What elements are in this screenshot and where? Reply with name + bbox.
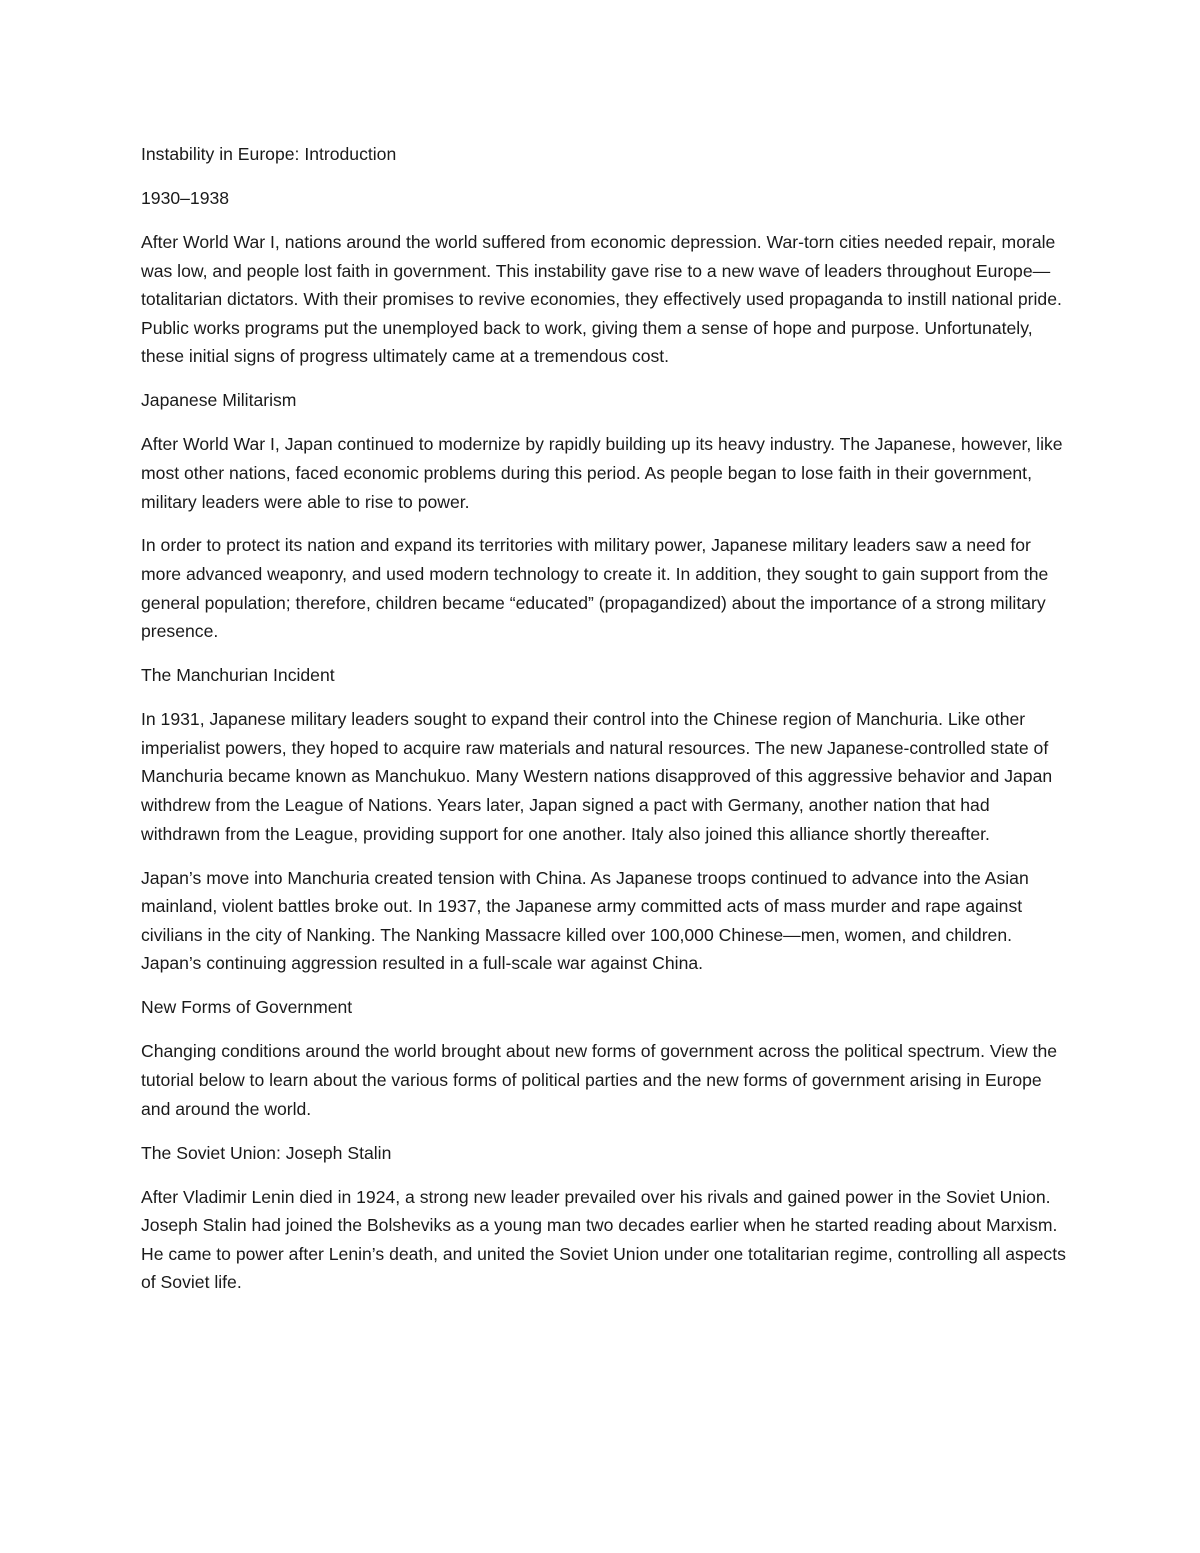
paragraph: After Vladimir Lenin died in 1924, a strong new leader prevailed over his rivals and gained power in the Soviet Union. Joseph Stalin had joined the Bolsheviks as a young man two decades earlier when he started reading about Marxism. He came to power after Lenin’s death, and united the Soviet Union under one totalitarian regime, controlling all aspects of Soviet life. — [141, 1186, 1066, 1293]
date-range: 1930–1938 — [141, 187, 230, 208]
document-title: Instability in Europe: Introduction — [141, 144, 397, 164]
section-heading-manchurian-incident: The Manchurian Incident — [141, 665, 335, 686]
paragraph: After World War I, Japan continued to modernize by rapidly building up its heavy industry. The Japanese, however, like most other nations, faced economic problems during this period. As people began to lose faith in their government, military leaders were able to rise to power. — [141, 434, 1063, 512]
paragraph: Japan’s move into Manchuria created tension with China. As Japanese troops continued to advance into the Asian mainland, violent battles broke out. In 1937, the Japanese army committed acts of mass murder and rape against civilians in the city of Nanking. The Nanking Massacre killed over 100,000 Chinese—men, women, and children. Japan’s continuing aggression resulted in a full-scale war against China. — [141, 867, 1029, 974]
section-heading-soviet-union: The Soviet Union: Joseph Stalin — [141, 1142, 392, 1163]
paragraph: In 1931, Japanese military leaders sought to expand their control into the Chinese region of Manchuria. Like other imperialist powers, they hoped to acquire raw materials and natural resources. The new Japanese-controlled state of Manchuria became known as Manchukuo. Many Western nations disapproved of this aggressive behavior and Japan withdrew from the League of Nations. Years later, Japan signed a pact with Germany, another nation that had withdrawn from the League, providing support for one another. Italy also joined this alliance shortly thereafter. — [141, 709, 1053, 844]
intro-paragraph: After World War I, nations around the world suffered from economic depression. War-torn cities needed repair, morale was low, and people lost faith in government. This instability gave rise to a new wave of leaders throughout Europe—totalitarian dictators. With their promises to revive economies, they effectively used propaganda to instill national pride. Public works programs put the unemployed back to work, giving them a sense of hope and purpose. Unfortunately, these initial signs of progress ultimately came at a tremendous cost. — [141, 231, 1062, 367]
paragraph: Changing conditions around the world brought about new forms of government across the political spectrum. View the tutorial below to learn about the various forms of political parties and the new forms of government arising in Europe and around the world. — [141, 1041, 1058, 1119]
document-page — [141, 140, 1066, 1312]
section-heading-japanese-militarism: Japanese Militarism — [141, 390, 297, 411]
paragraph: In order to protect its nation and expand its territories with military power, Japanese military leaders saw a need for more advanced weaponry, and used modern technology to create it. In addition, they sought to gain support from the general population; therefore, children became “educated” (propagandized) about the importance of a strong military presence. — [141, 535, 1049, 642]
section-heading-new-forms-of-government: New Forms of Government — [141, 997, 353, 1018]
